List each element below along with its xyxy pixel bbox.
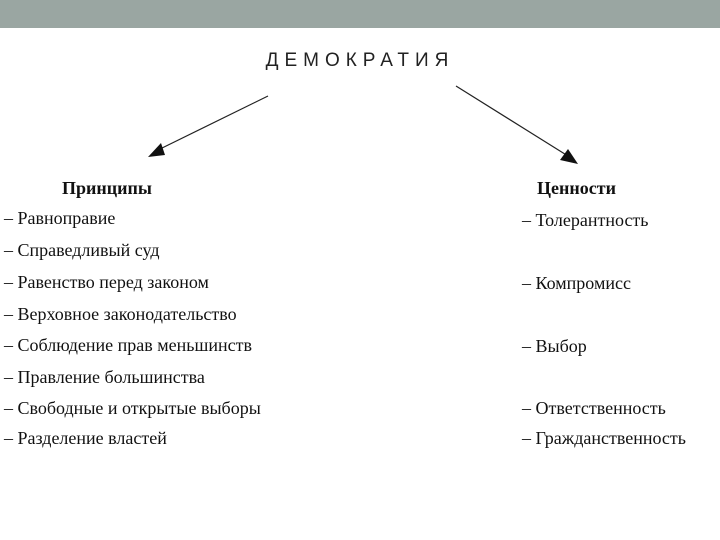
arrow-left-line [158,96,268,150]
values-header: Ценности [537,178,616,198]
principle-item: – Справедливый суд [4,240,160,260]
value-item: – Компромисс [522,273,631,293]
principle-item: – Правление большинства [4,367,205,387]
value-item: – Толерантность [522,210,649,230]
principle-item: – Разделение властей [4,428,167,448]
principle-item: – Свободные и открытые выборы [4,398,261,418]
value-item: – Гражданственность [522,428,686,448]
arrow-right-head [560,149,578,164]
principle-item: – Соблюдение прав меньшинств [4,335,252,355]
principle-item: – Равенство перед законом [4,272,209,292]
arrow-right-line [456,86,568,156]
diagram-title: ДЕМОКРАТИЯ [265,50,455,71]
value-item: – Ответственность [522,398,666,418]
value-item: – Выбор [522,336,587,356]
arrow-left-head [148,143,165,157]
principle-item: – Верховное законодательство [4,304,237,324]
principle-item: – Равноправие [4,208,116,228]
principles-header: Принципы [62,178,152,198]
